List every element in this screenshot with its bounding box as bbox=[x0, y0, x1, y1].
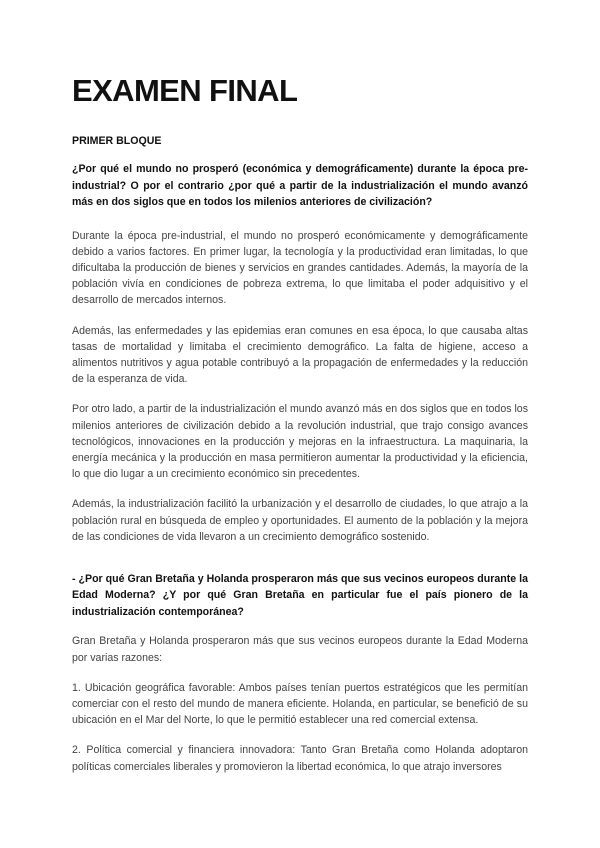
answer-2-paragraph-1: Gran Bretaña y Holanda prosperaron más que sus vecinos europeos durante la Edad Moderna por varias razones: bbox=[72, 635, 528, 664]
answer-1-paragraph-4: Además, la industrialización facilitó la urbanización y el desarrollo de ciudades, lo que atrajo a la población rural en búsqueda de empleo y oportunidades. El aumento de la población y la mejora de las condiciones de vida llevaron a un crecimiento demográfico sostenido. bbox=[72, 498, 528, 543]
answer-1-paragraph-2: Además, las enfermedades y las epidemias eran comunes en esa época, lo que causaba altas tasas de mortalidad y limitaba el crecimiento demográfico. La falta de higiene, acceso a alimentos nutritivos y agua potable contribuyó a la propagación de enfermedades y la reducción de la esperanza de vida. bbox=[72, 324, 528, 386]
question-2: - ¿Por qué Gran Bretaña y Holanda prosperaron más que sus vecinos europeos durante la Edad Moderna? ¿Y por qué Gran Bretaña en particular fue el país pionero de la industrialización contemporánea? bbox=[72, 572, 528, 618]
answer-1-paragraph-3: Por otro lado, a partir de la industrialización el mundo avanzó más en dos siglos que en todos los milenios anteriores de civilización debido a la revolución industrial, que trajo consigo avances tecnológicos, innovaciones en la producción y mejoras en la infraestructura. La maquinaria, la energía mecánica y la producción en masa permitieron aumentar la productividad y la eficiencia, lo que dio lugar a un crecimiento económico sin precedentes. bbox=[72, 403, 528, 481]
answer-2-paragraph-3: 2. Política comercial y financiera innovadora: Tanto Gran Bretaña como Holanda adoptaron políticas comerciales liberales y promovieron la libertad económica, lo que atrajo inversores bbox=[72, 744, 528, 773]
document-page bbox=[72, 70, 528, 789]
question-1: ¿Por qué el mundo no prosperó (económica y demográficamente) durante la época pre-industrial? O por el contrario ¿por qué a partir de la industrialización el mundo avanzó más en dos siglos que en todos los milenios anteriores de civilización? bbox=[72, 163, 528, 208]
document-title: EXAMEN FINAL bbox=[72, 73, 298, 108]
answer-1-paragraph-1: Durante la época pre-industrial, el mundo no prosperó económicamente y demográficamente debido a varios factores. En primer lugar, la tecnología y la productividad eran limitadas, lo que dificultaba la producción de bienes y servicios en grandes cantidades. Además, la mayoría de la población vivía en condiciones de pobreza extrema, lo que limitaba el poder adquisitivo y el desarrollo de mercados internos. bbox=[72, 229, 528, 307]
section-heading: PRIMER BLOQUE bbox=[72, 135, 162, 147]
answer-2-paragraph-2: 1. Ubicación geográfica favorable: Ambos países tenían puertos estratégicos que les permitían comerciar con el resto del mundo de manera eficiente. Holanda, en particular, se benefició de su ubicación en el Mar del Norte, lo que le permitió establecer una red comercial extensa. bbox=[72, 681, 528, 727]
